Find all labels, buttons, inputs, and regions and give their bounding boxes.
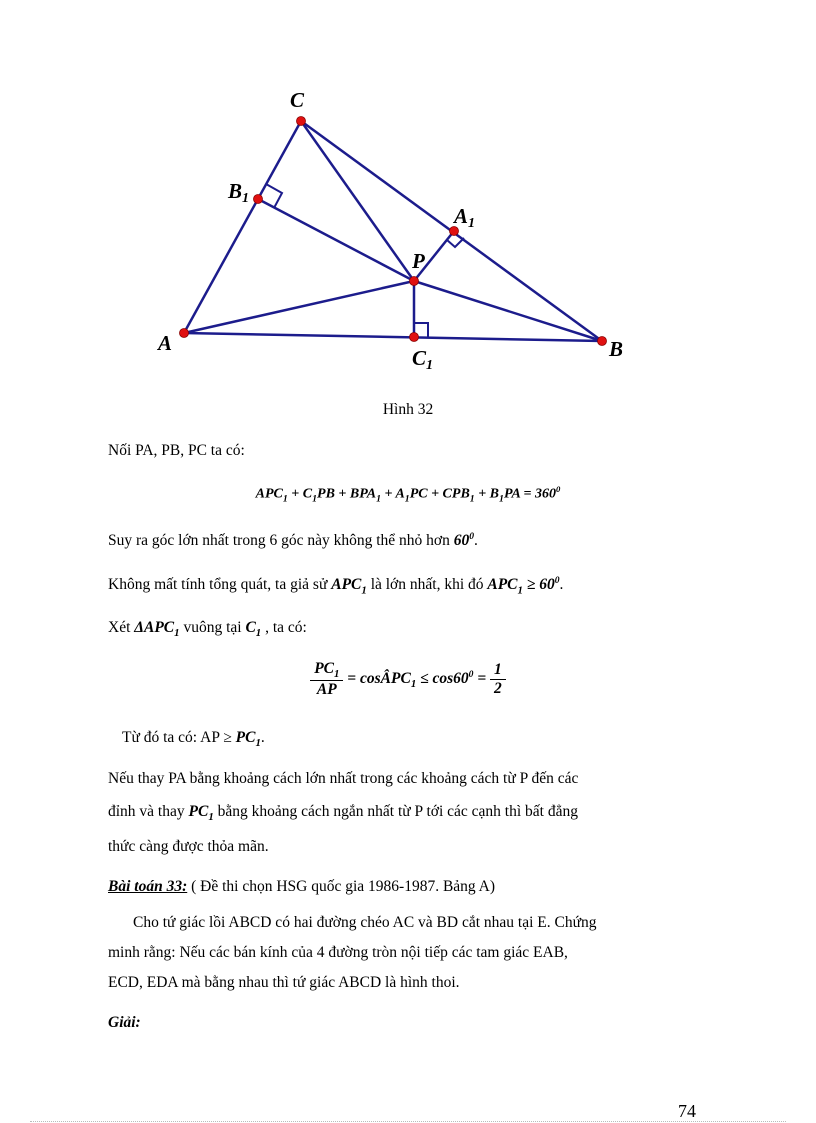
problem-title: Bài toán 33: [108,878,188,895]
label-B: B [609,337,624,361]
fraction-one-half: $\frac{1}{2}$ [490,661,506,698]
fraction-pc1-ap: $\frac{PC_1}{AP}$ [310,660,343,699]
side-AC [184,121,301,333]
point-C1 [410,333,419,342]
label-A: A [158,331,173,355]
paragraph-2-line-1: Cho tứ giác lồi ABCD có hai đường chéo AC và BD cắt nhau tại E. Chứng [133,914,597,931]
triangle-figure [150,85,630,385]
text-line-3: Không mất tính tổng quát, ta giả sử $APC_1$ là lớn nhất, khi đó $APC_1 \ge 60^0$. [108,575,564,597]
segment-PC [301,121,414,281]
point-A [180,329,189,338]
segment-PA [184,281,414,333]
solution-heading: Giải: [108,1014,141,1031]
segment-PB [414,281,602,341]
equation-sum-angles: $APC_1 + C_1PB + BPA_1 + A_1PC + CPB_1 + B_1PA = 360^0$ [255,484,561,505]
paragraph-1-line-1: Nếu thay PA bằng khoảng cách lớn nhất trong các khoảng cách từ P đến các [108,770,579,787]
label-C: C [290,88,305,112]
footer-divider [30,1121,786,1122]
page-number: 74 [678,1101,696,1121]
right-angle-A1 [447,238,464,247]
text-line-4: Xét $\Delta APC_1$ vuông tại $C_1$ , ta có: [108,619,307,640]
point-B [598,337,607,346]
text-line-5: Từ đó ta có: AP ≥ $PC_1$. [122,729,265,750]
label-C1: C1 [412,346,434,373]
label-A1: A1 [454,204,476,231]
label-B1: B1 [228,179,250,206]
text-line-1: Nối PA, PB, PC ta có: [108,442,245,459]
point-P [410,277,419,286]
problem-source: ( Đề thi chọn HSG quốc gia 1986-1987. Bảng A) [187,878,496,895]
equation-cosine: $\frac{PC_1}{AP}$ = cosÂPC$_1$ ≤ $\cos 60^0$ = $\frac{1}{2}$ [0,660,816,699]
point-B1 [254,195,263,204]
text-line-2: Suy ra góc lớn nhất trong 6 góc này không thể nhỏ hơn $60^0$. [108,531,478,550]
paragraph-2-line-3: ECD, EDA mà bằng nhau thì tứ giác ABCD là hình thoi. [108,974,460,991]
problem-header [108,878,495,896]
label-P: P [412,249,425,273]
paragraph-1-line-3: thức càng được thỏa mãn. [108,838,269,855]
figure-caption: Hình 32 [382,401,434,418]
paragraph-2-line-2: minh rằng: Nếu các bán kính của 4 đường tròn nội tiếp các tam giác EAB, [108,944,568,961]
segment-PB1 [258,199,414,281]
side-AB [184,333,602,341]
point-C [297,117,306,126]
paragraph-1-line-2: đỉnh và thay $PC_1$ bằng khoảng cách ngắn nhất từ P tới các cạnh thì bất đẳng [108,803,578,824]
